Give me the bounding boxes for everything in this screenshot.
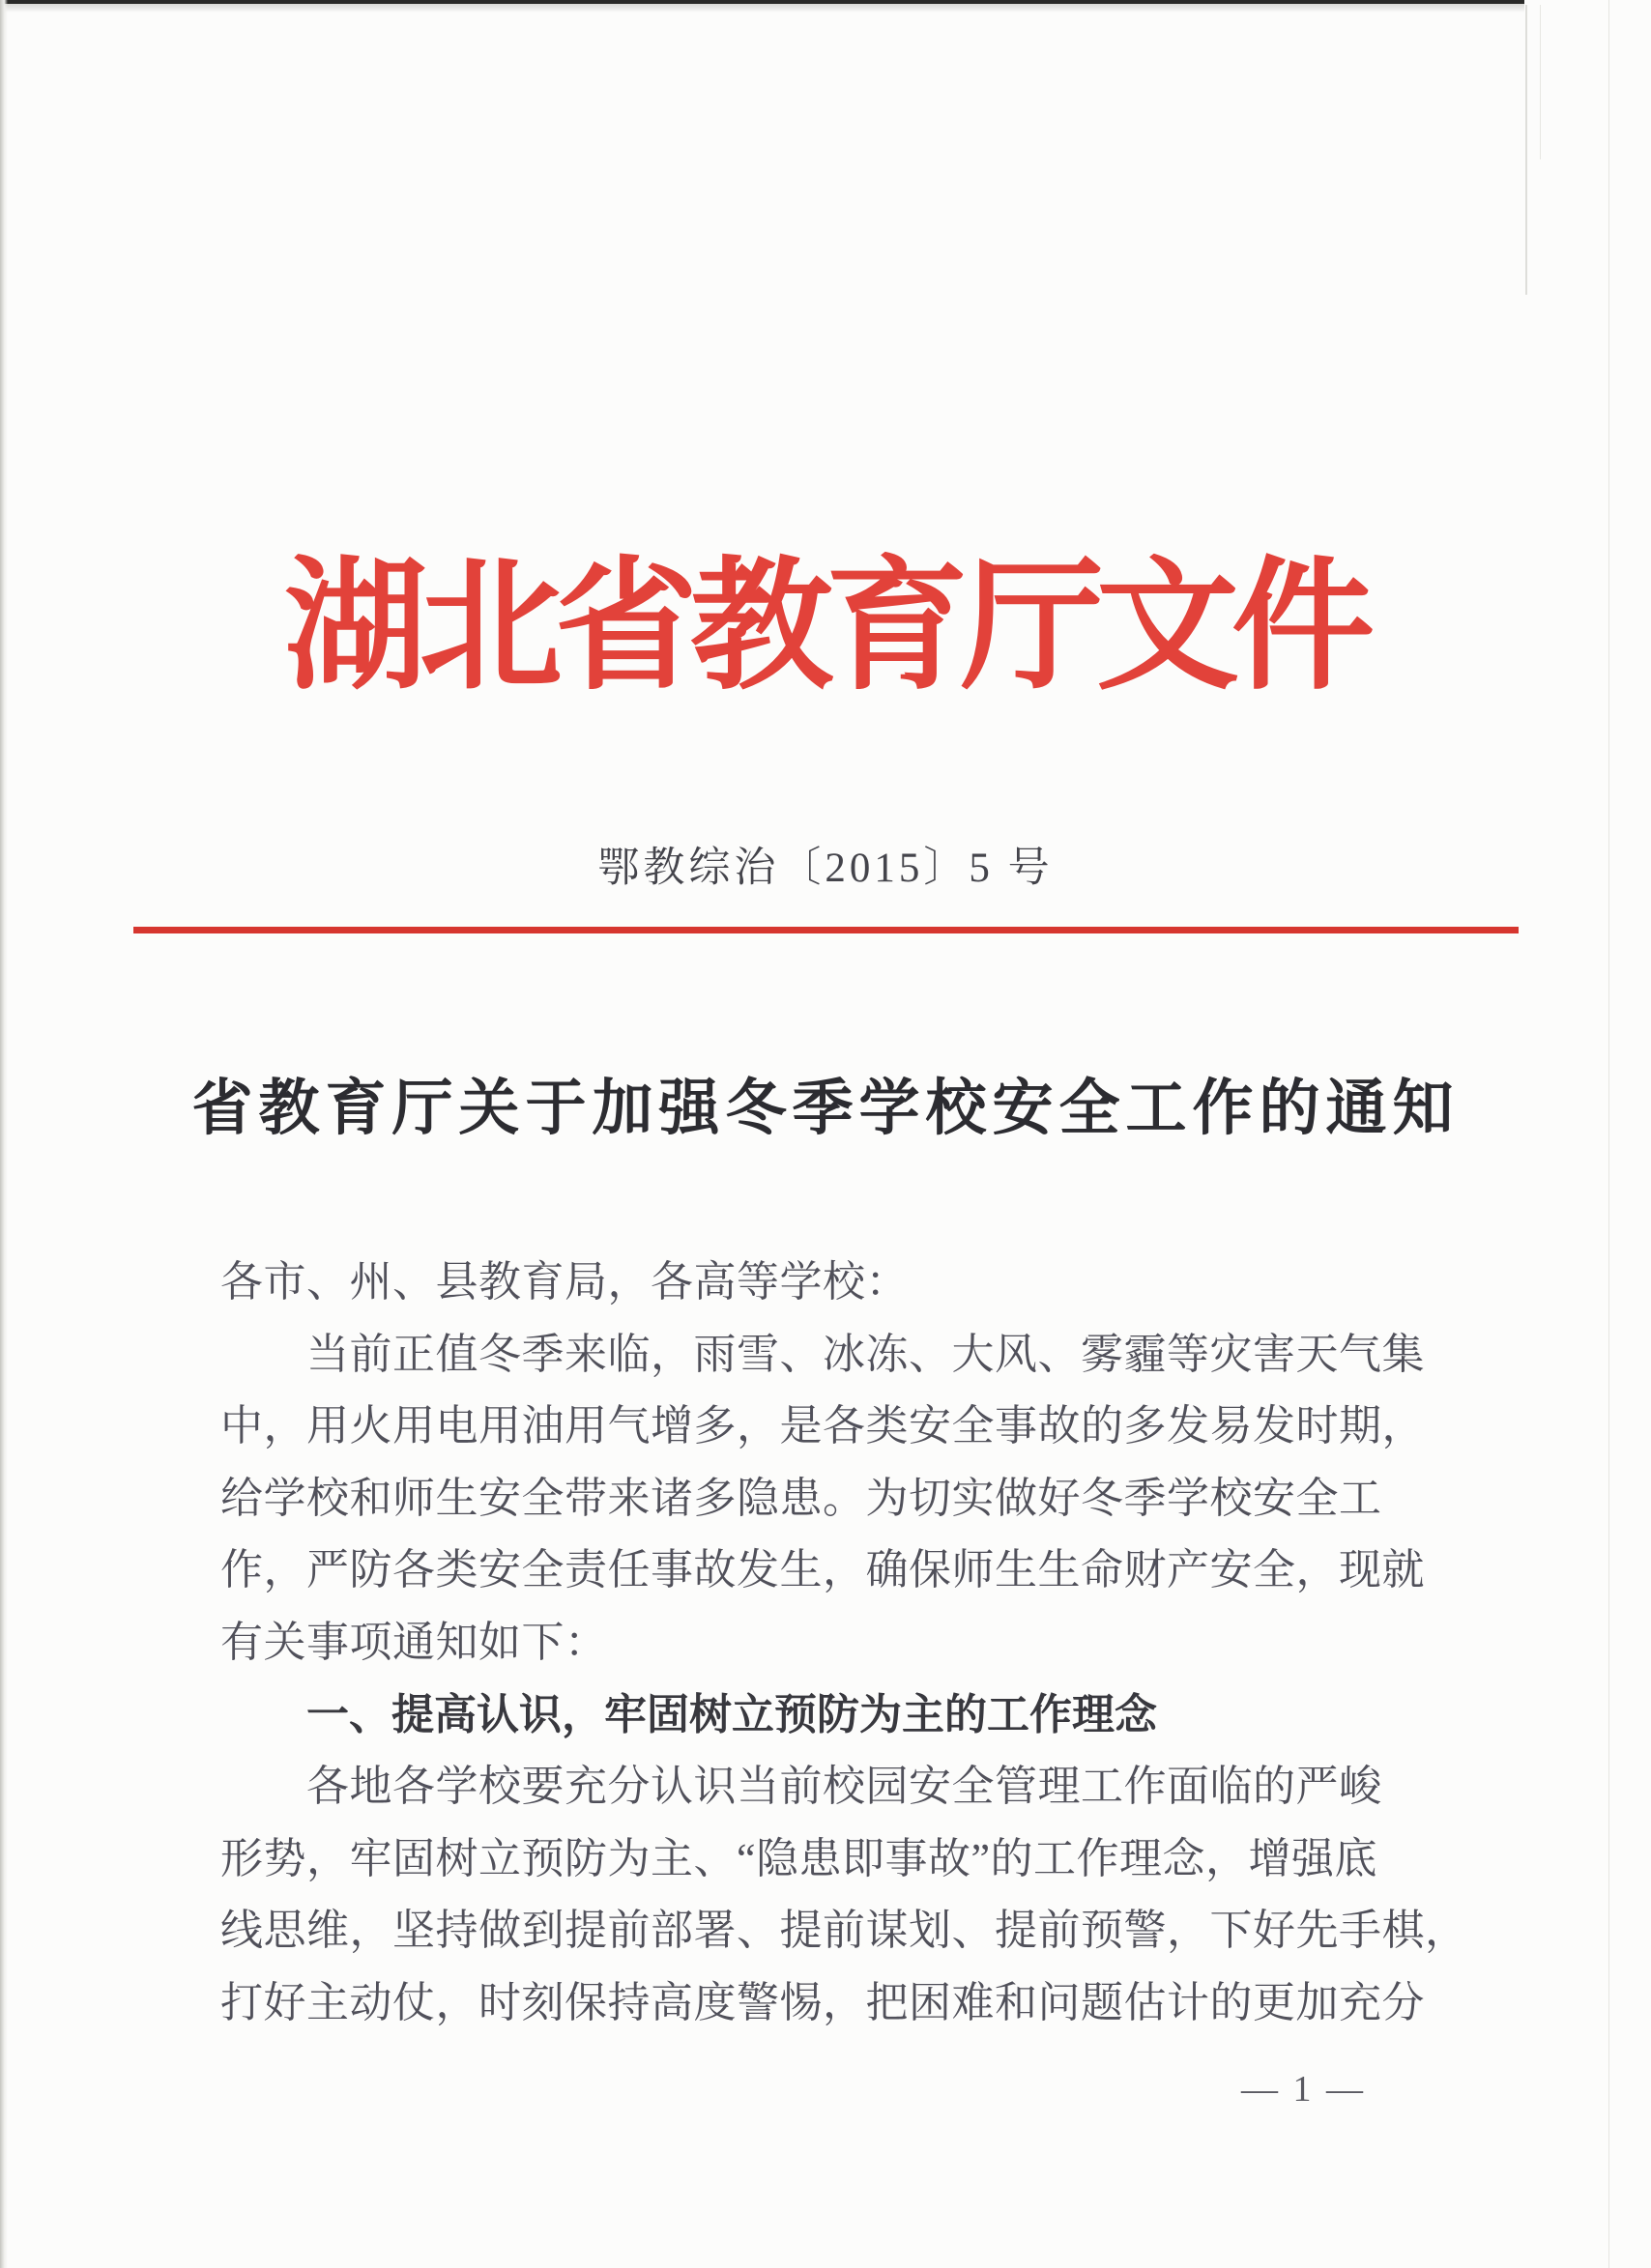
body-line: 各市、州、县教育局，各高等学校： xyxy=(220,1258,909,1306)
body-line: 有关事项通知如下： xyxy=(220,1618,608,1666)
body-line: 给学校和师生安全带来诸多隐患。为切实做好冬季学校安全工 xyxy=(220,1474,1382,1522)
scan-top-shadow xyxy=(0,4,1524,13)
page-number: — 1 — xyxy=(1241,2069,1366,2110)
scan-page-stack-edge xyxy=(1525,5,1527,295)
red-divider-line xyxy=(133,927,1519,933)
body-line: 一、提高认识，牢固树立预防为主的工作理念 xyxy=(306,1689,1157,1739)
body-line: 打好主动仗，时刻保持高度警惕，把困难和问题估计的更加充分 xyxy=(220,1978,1425,2026)
body-line: 当前正值冬季来临，雨雪、冰冻、大风、雾霾等灾害天气集 xyxy=(306,1330,1425,1378)
document-subject-heading: 省教育厅关于加强冬季学校安全工作的通知 xyxy=(191,1075,1460,1142)
letterhead-title: 湖北省教育厅文件 xyxy=(284,549,1367,707)
body-line: 线思维，坚持做到提前部署、提前谋划、提前预警，下好先手棋， xyxy=(220,1907,1468,1955)
document-body xyxy=(220,1247,1468,2040)
body-line: 作，严防各类安全责任事故发生，确保师生生命财产安全，现就 xyxy=(220,1546,1425,1594)
body-line: 中，用火用电用油用气增多，是各类安全事故的多发易发时期， xyxy=(220,1402,1425,1450)
body-line: 形势，牢固树立预防为主、“隐患即事故”的工作理念，增强底 xyxy=(220,1834,1378,1882)
body-line: 各地各学校要充分认识当前校园安全管理工作面临的严峻 xyxy=(306,1763,1382,1811)
document-number: 鄂教综治〔2015〕5 号 xyxy=(597,846,1054,891)
scan-page-stack-edge-2 xyxy=(1540,5,1541,159)
